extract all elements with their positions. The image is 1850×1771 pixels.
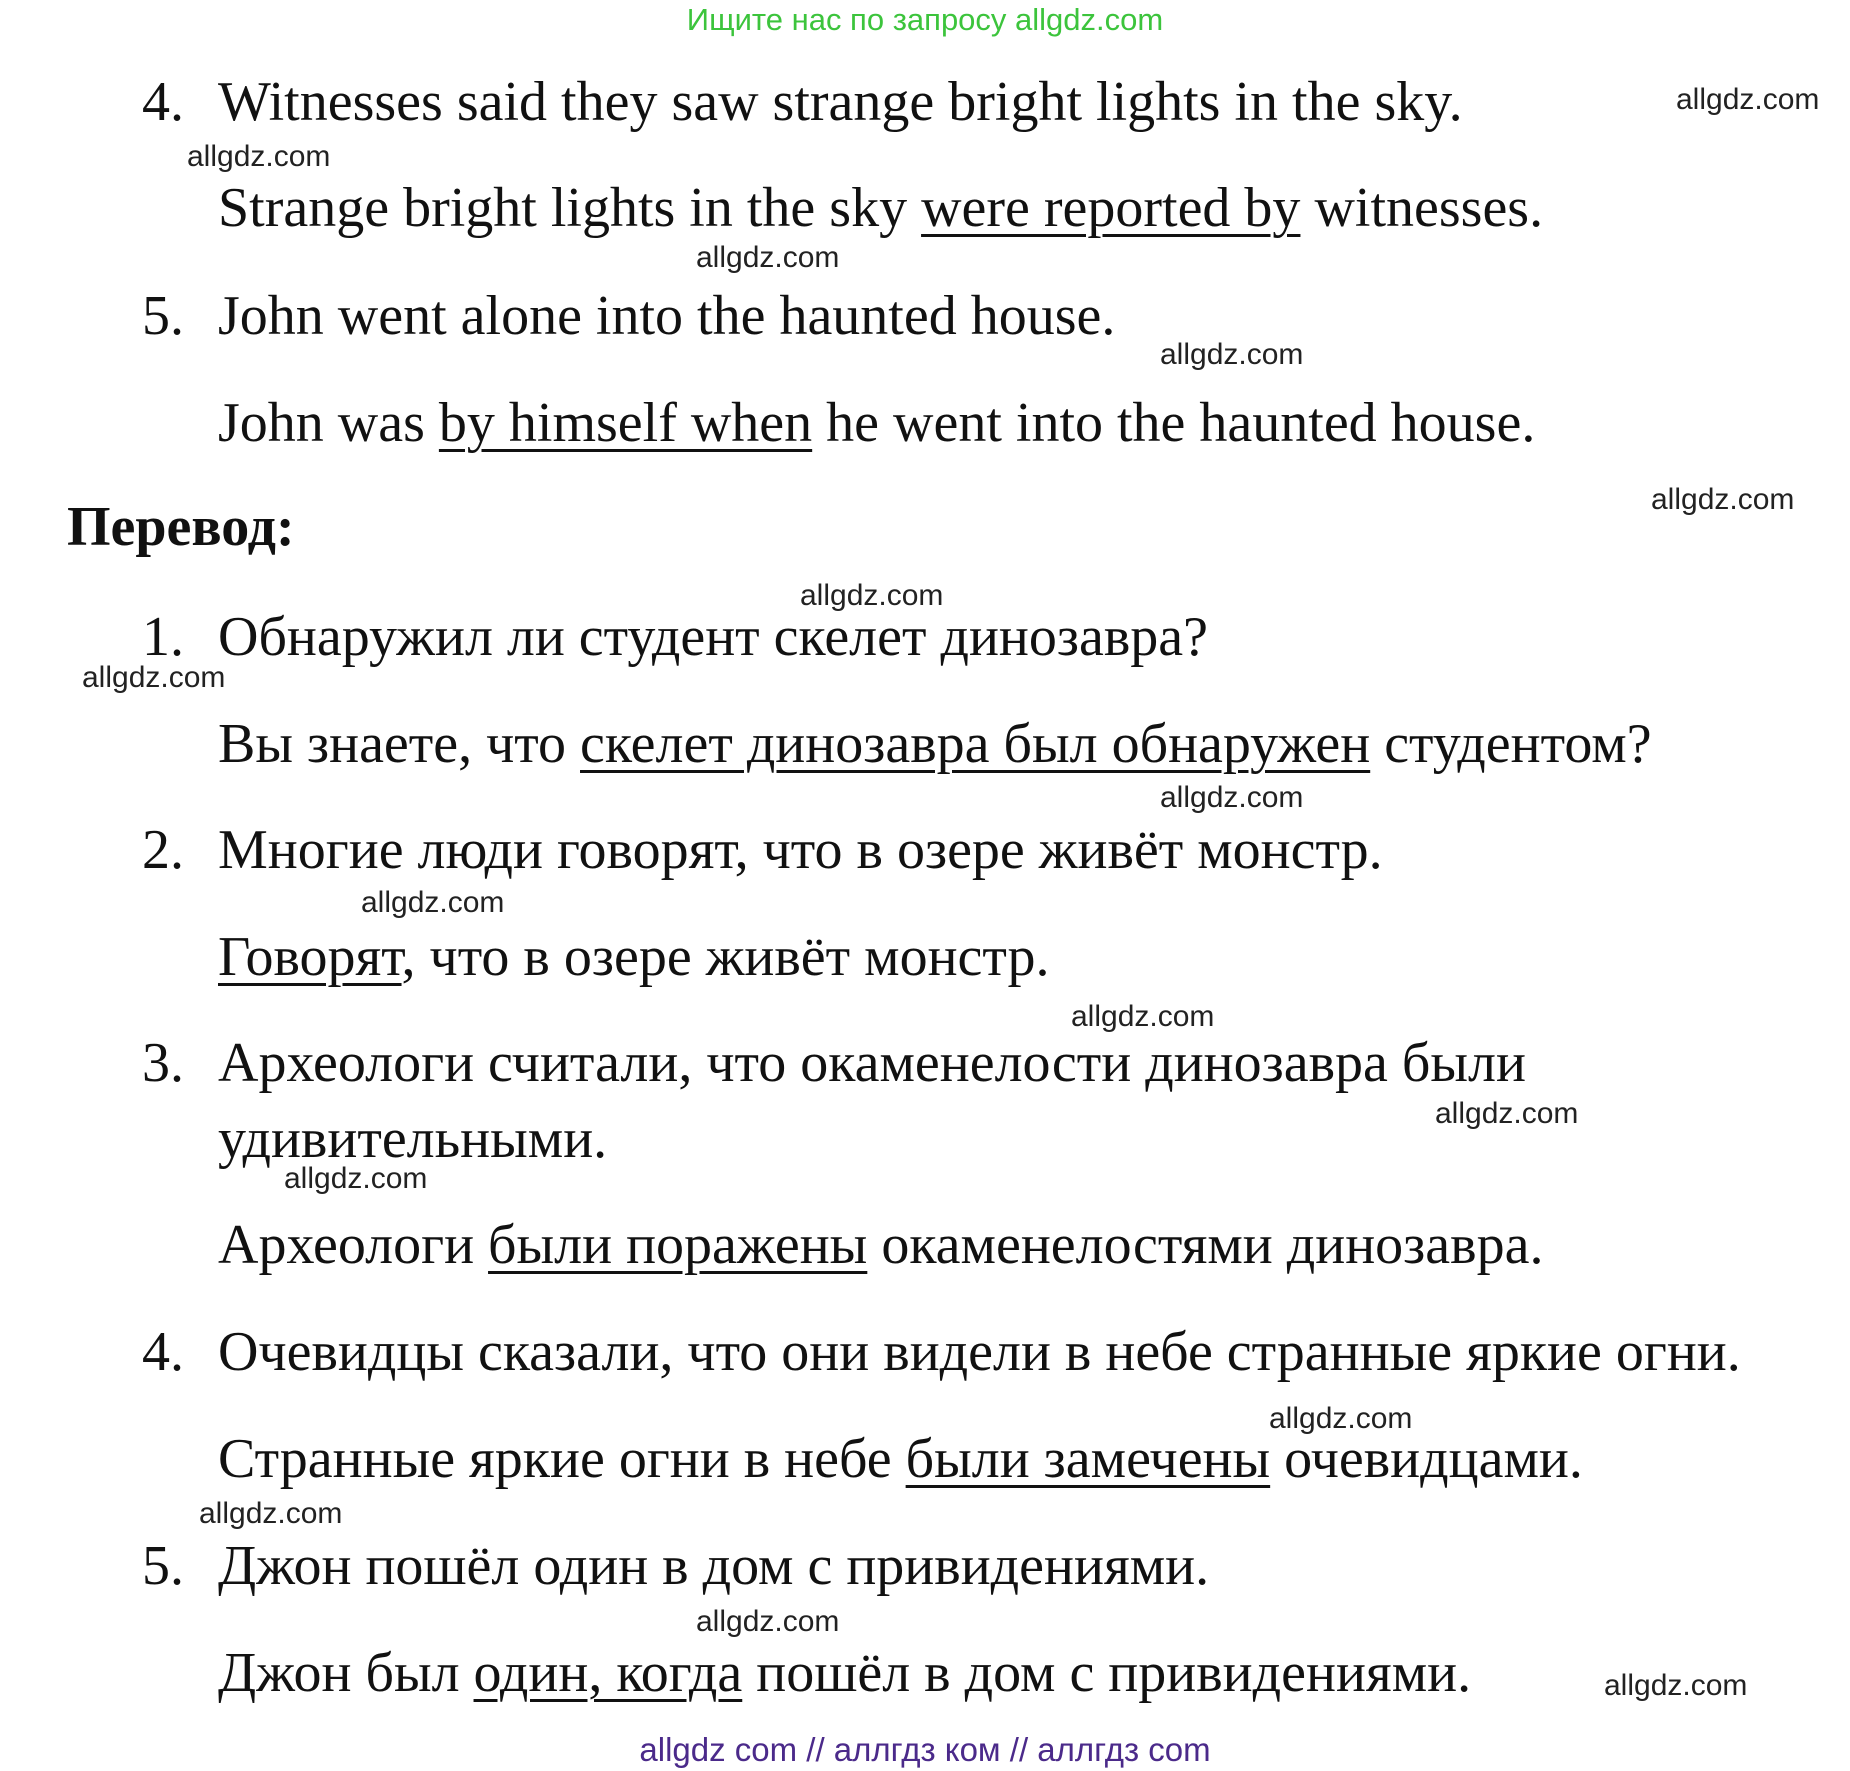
answer-text: студентом? (1370, 713, 1652, 775)
item-number: 5. (142, 285, 184, 347)
item-number: 4. (142, 71, 184, 133)
watermark: allgdz.com (199, 1497, 343, 1530)
item-number: 2. (142, 819, 184, 881)
underlined-answer: скелет динозавра был обнаружен (580, 713, 1371, 775)
watermark: allgdz.com (187, 140, 331, 173)
watermark: allgdz.com (1435, 1097, 1579, 1130)
russian-answer (218, 1641, 1471, 1705)
answer-text: пошёл в дом с привидениями. (742, 1642, 1472, 1704)
english-sentence: Witnesses said they saw strange bright lights in the sky. (218, 71, 1463, 133)
watermark: allgdz.com (1269, 1402, 1413, 1435)
answer-text: Археологи (218, 1214, 489, 1276)
russian-sentence: Очевидцы сказали, что они видели в небе странные яркие огни. (218, 1321, 1741, 1383)
underlined-answer: один, когда (473, 1642, 743, 1704)
item-number: 3. (142, 1032, 184, 1094)
watermark: allgdz.com (696, 1605, 840, 1638)
russian-sentence-continued: удивительными. (218, 1108, 608, 1170)
translation-heading: Перевод: (67, 496, 295, 558)
answer-text: , что в озере живёт монстр. (401, 926, 1050, 988)
russian-answer (218, 712, 1652, 776)
english-sentence: John went alone into the haunted house. (218, 285, 1116, 347)
answer-text: he went into the haunted house. (812, 392, 1536, 454)
watermark: allgdz.com (696, 241, 840, 274)
answer-text: Странные яркие огни в небе (218, 1428, 906, 1490)
watermark: allgdz.com (800, 579, 944, 612)
watermark: allgdz.com (1160, 781, 1304, 814)
underlined-answer: Говорят (218, 926, 402, 988)
answer-text: Джон был (218, 1642, 474, 1704)
item-number: 4. (142, 1321, 184, 1383)
english-answer (218, 176, 1543, 240)
answer-text: очевидцами. (1270, 1428, 1583, 1490)
russian-sentence: Археологи считали, что окаменелости динозавра были (218, 1032, 1526, 1094)
watermark: allgdz.com (1604, 1669, 1748, 1702)
watermark: allgdz.com (1071, 1000, 1215, 1033)
item-number: 1. (142, 606, 184, 668)
answer-text: John was (218, 392, 439, 454)
answer-text: Вы знаете, что (218, 713, 581, 775)
watermark: allgdz.com (1160, 338, 1304, 371)
russian-sentence: Джон пошёл один в дом с привидениями. (218, 1535, 1210, 1597)
russian-answer (218, 925, 1050, 989)
answer-text: witnesses. (1300, 177, 1544, 239)
russian-sentence: Многие люди говорят, что в озере живёт монстр. (218, 819, 1383, 881)
watermark: allgdz.com (361, 886, 505, 919)
russian-answer (218, 1427, 1583, 1491)
top-banner: Ищите нас по запросу allgdz.com (686, 2, 1164, 37)
watermark: allgdz.com (82, 661, 226, 694)
russian-answer (218, 1213, 1543, 1277)
underlined-answer: были замечены (905, 1428, 1271, 1490)
underlined-answer: by himself when (438, 392, 813, 454)
answer-text: Strange bright lights in the sky (218, 177, 922, 239)
english-answer (218, 391, 1535, 455)
answer-text: окаменелостями динозавра. (867, 1214, 1544, 1276)
underlined-answer: были поражены (488, 1214, 868, 1276)
underlined-answer: were reported by (921, 177, 1301, 239)
russian-sentence: Обнаружил ли студент скелет динозавра? (218, 606, 1209, 668)
watermark: allgdz.com (284, 1162, 428, 1195)
watermark: allgdz.com (1676, 83, 1820, 116)
watermark: allgdz.com (1651, 483, 1795, 516)
item-number: 5. (142, 1535, 184, 1597)
footer: allgdz com // аллгдз ком // аллгдз com (639, 1731, 1211, 1768)
